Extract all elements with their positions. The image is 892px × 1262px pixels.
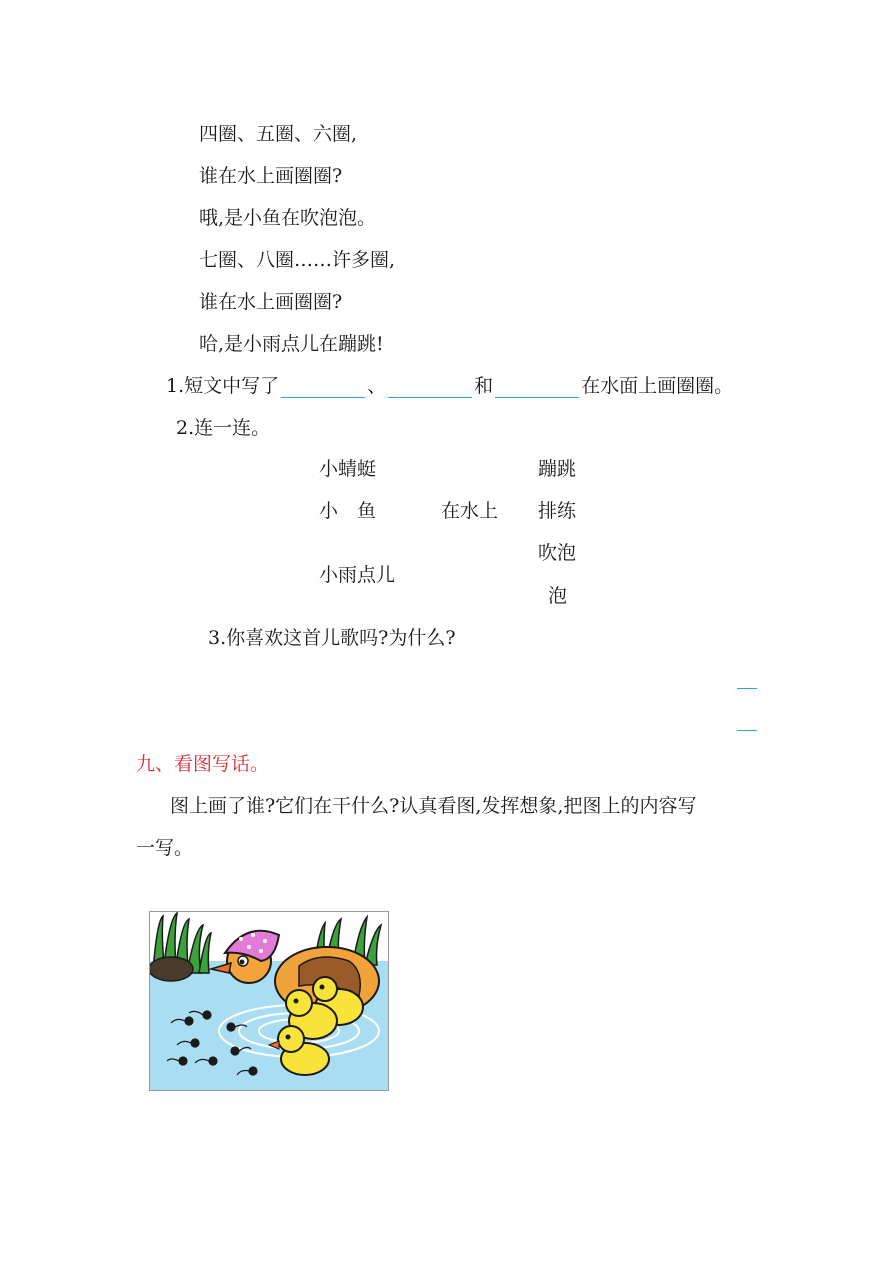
question-3-label: 3.你喜欢这首儿歌吗?为什么? <box>208 627 456 649</box>
poem-line-5: 谁在水上画圈圈? <box>199 291 343 313</box>
match-right-3-cont: 泡 <box>548 585 568 607</box>
section-9-title: 九、看图写话。 <box>136 753 270 775</box>
match-right-3[interactable]: 吹泡 <box>538 542 577 564</box>
match-left-2[interactable]: 小 鱼 <box>319 500 377 522</box>
poem-line-3: 哦,是小鱼在吹泡泡。 <box>199 207 377 229</box>
answer-line-1[interactable] <box>737 688 757 689</box>
answer-blank-2[interactable] <box>388 377 472 398</box>
match-left-3[interactable]: 小雨点儿 <box>319 564 396 586</box>
match-right-1[interactable]: 蹦跳 <box>538 458 577 480</box>
question-1-sep1: 、 <box>367 375 387 397</box>
poem-line-6: 哈,是小雨点儿在蹦跳! <box>199 333 384 355</box>
question-2-label: 2.连一连。 <box>176 417 271 439</box>
match-middle: 在水上 <box>441 500 499 522</box>
question-1-suffix: 在水面上画圈圈。 <box>581 375 734 397</box>
match-right-2[interactable]: 排练 <box>538 500 577 522</box>
answer-blank-1[interactable] <box>281 377 365 398</box>
answer-blank-3[interactable] <box>495 377 579 398</box>
match-left-1[interactable]: 小蜻蜓 <box>319 458 377 480</box>
question-1-prefix: 1.短文中写了 <box>166 375 280 397</box>
section-9-instruction-2: 一写。 <box>136 837 194 859</box>
section-9-instruction-1: 图上画了谁?它们在干什么?认真看图,发挥想象,把图上的内容写 <box>170 795 697 817</box>
question-1 <box>166 374 733 398</box>
question-1-sep2: 和 <box>474 375 494 397</box>
duck-pond-illustration <box>149 911 389 1091</box>
answer-line-2[interactable] <box>737 730 757 731</box>
poem-line-1: 四圈、五圈、六圈, <box>199 123 358 145</box>
poem-line-4: 七圈、八圈……许多圈, <box>199 249 396 271</box>
poem-line-2: 谁在水上画圈圈? <box>199 165 343 187</box>
